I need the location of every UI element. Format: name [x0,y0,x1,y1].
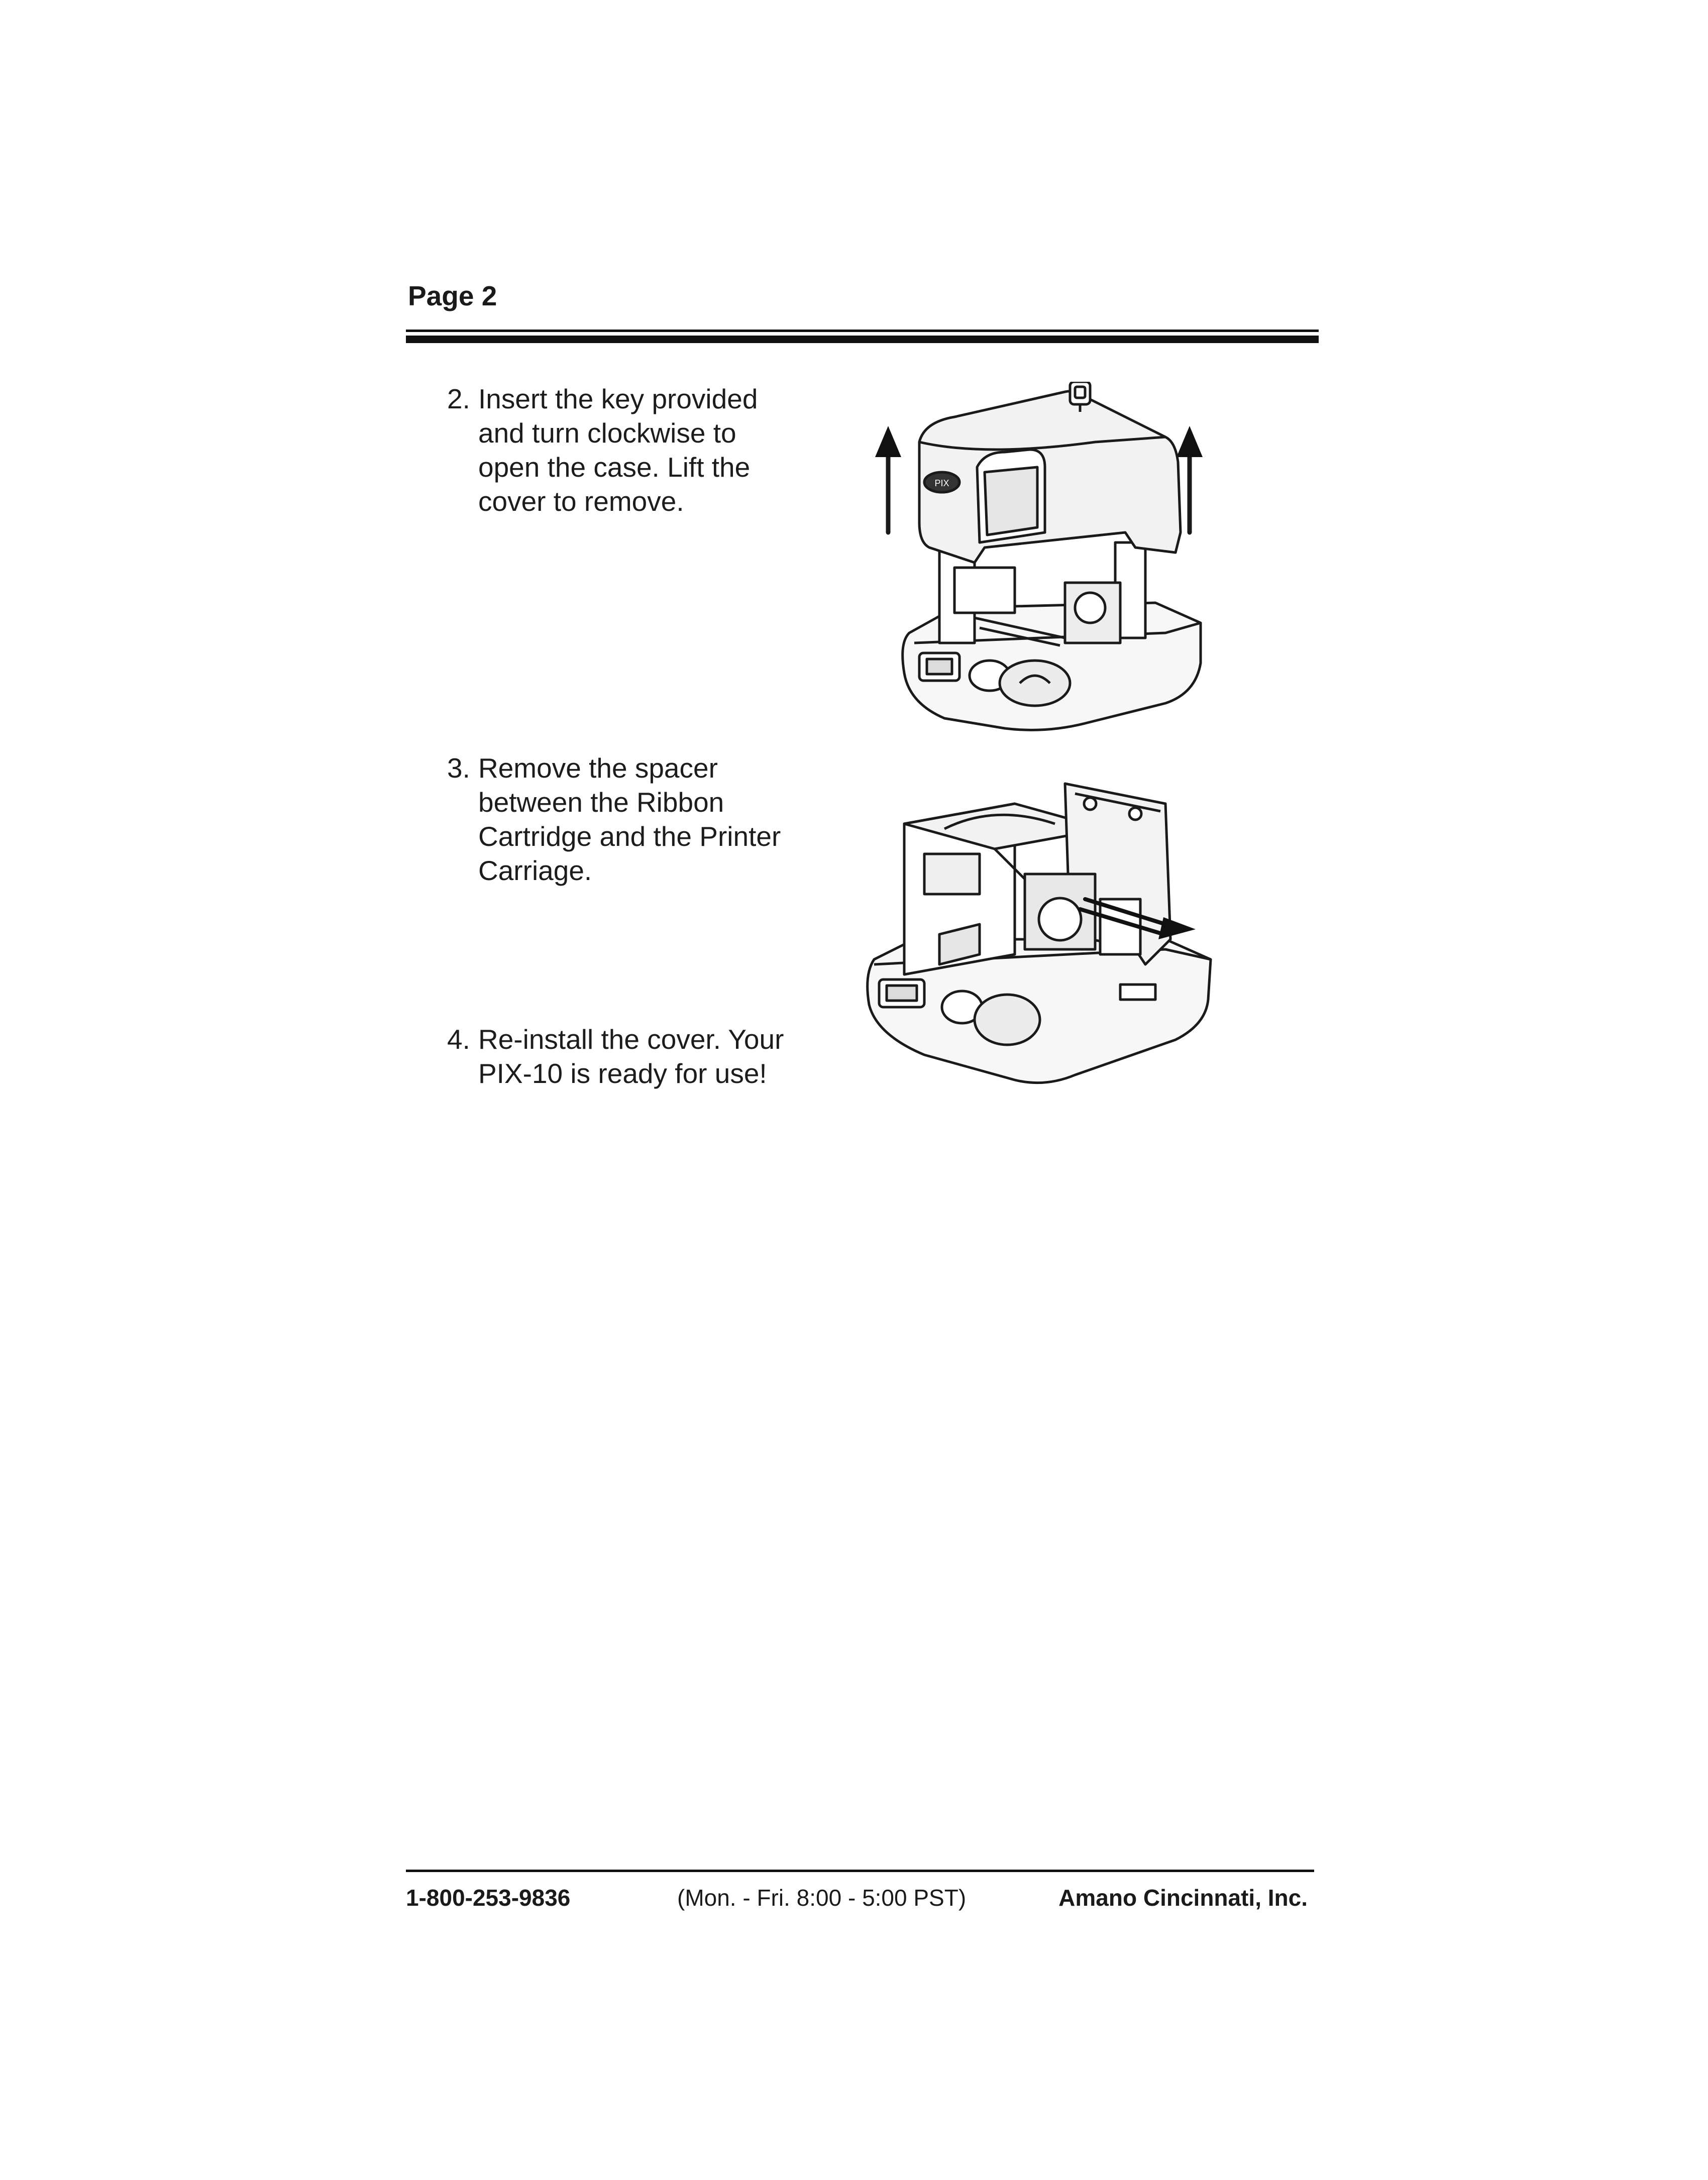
step-2-instruction [447,382,758,518]
footer-rule [406,1870,1314,1872]
step-2-number: 2. [447,383,470,414]
step-4-line-1: Re-install the cover. Your [478,1024,784,1055]
step-3-line-4: Carriage. [478,855,592,886]
company-name: Amano Cincinnati, Inc. [1058,1885,1308,1911]
step-2-line-2: and turn clockwise to [478,417,736,449]
svg-text:PIX: PIX [934,478,949,488]
step-2-line-3: open the case. Lift the [478,452,751,483]
step-2-line-1: Insert the key provided [478,383,758,414]
step-3-instruction [447,751,781,888]
header-rule-thick [406,336,1319,343]
step-3-line-1: Remove the spacer [478,752,718,784]
support-hours: (Mon. - Fri. 8:00 - 5:00 PST) [677,1885,967,1911]
step-3-line-3: Cartridge and the Printer [478,821,781,852]
step-3-line-2: between the Ribbon [478,787,724,818]
cover-removal-illustration [854,382,1236,733]
page-title: Page 2 [408,280,497,311]
step-4-instruction [447,1022,784,1091]
step-2-line-4: cover to remove. [478,486,684,517]
support-phone: 1-800-253-9836 [406,1885,571,1911]
spacer-removal-illustration [864,774,1226,1095]
header-rule-thin [406,330,1319,332]
step-4-line-2: PIX-10 is ready for use! [478,1058,767,1089]
step-3-number: 3. [447,752,470,784]
step-4-number: 4. [447,1024,470,1055]
